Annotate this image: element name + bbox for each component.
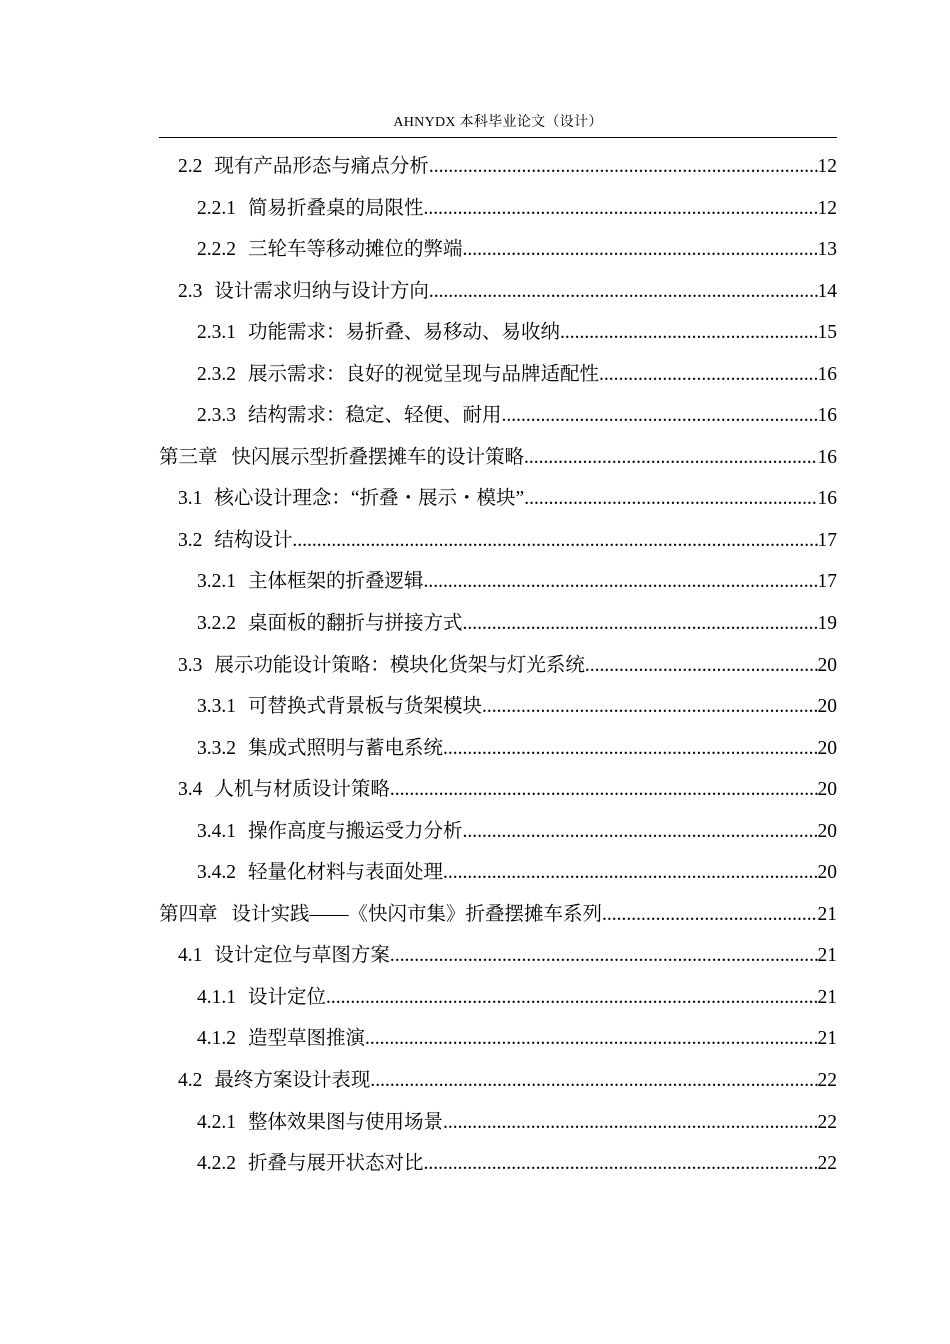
toc-entry-page-number: 14 bbox=[817, 280, 837, 302]
toc-entry[interactable] bbox=[159, 645, 837, 687]
toc-entry-page-number: 17 bbox=[817, 571, 837, 593]
toc-dot-leader bbox=[502, 395, 818, 437]
toc-entry[interactable] bbox=[159, 354, 837, 396]
toc-entry[interactable] bbox=[159, 977, 837, 1019]
toc-entry[interactable] bbox=[159, 437, 837, 479]
toc-dot-leader bbox=[424, 561, 818, 603]
toc-entry-number: 2.3.1 bbox=[197, 322, 236, 344]
toc-entry-title: 功能需求：易折叠、易移动、易收纳 bbox=[248, 322, 561, 344]
toc-entry-page-number: 22 bbox=[817, 1153, 837, 1175]
toc-entry-title: 设计定位与草图方案 bbox=[214, 945, 390, 967]
toc-entry-page-number: 15 bbox=[817, 322, 837, 344]
toc-entry[interactable] bbox=[159, 561, 837, 603]
toc-entry[interactable] bbox=[159, 728, 837, 770]
toc-entry-page-number: 17 bbox=[817, 529, 837, 551]
toc-entry[interactable] bbox=[159, 1102, 837, 1144]
toc-entry[interactable] bbox=[159, 395, 837, 437]
toc-entry-title: 核心设计理念：“折叠・展示・模块” bbox=[214, 488, 525, 510]
toc-entry-title: 集成式照明与蓄电系统 bbox=[248, 737, 444, 759]
toc-entry-title: 展示功能设计策略：模块化货架与灯光系统 bbox=[214, 654, 585, 676]
toc-entry-title: 造型草图推演 bbox=[248, 1028, 366, 1050]
toc-entry-page-number: 20 bbox=[817, 779, 837, 801]
toc-entry-title: 折叠与展开状态对比 bbox=[248, 1153, 424, 1175]
toc-entry-page-number: 20 bbox=[817, 654, 837, 676]
toc-entry-number: 3.1 bbox=[178, 488, 203, 510]
toc-entry-page-number: 22 bbox=[817, 1111, 837, 1133]
toc-entry[interactable] bbox=[159, 1018, 837, 1060]
toc-entry[interactable] bbox=[159, 478, 837, 520]
toc-entry-number: 4.2.2 bbox=[197, 1153, 236, 1175]
header-rule bbox=[159, 137, 837, 138]
toc-entry[interactable] bbox=[159, 188, 837, 230]
toc-entry-page-number: 20 bbox=[817, 737, 837, 759]
toc-entry-title: 主体框架的折叠逻辑 bbox=[248, 571, 424, 593]
toc-entry-page-number: 16 bbox=[817, 405, 837, 427]
toc-entry-page-number: 20 bbox=[817, 696, 837, 718]
toc-entry-number: 2.3.3 bbox=[197, 405, 236, 427]
toc-dot-leader bbox=[326, 977, 817, 1019]
toc-entry-page-number: 22 bbox=[817, 1070, 837, 1092]
table-of-contents bbox=[159, 146, 837, 1185]
toc-dot-leader bbox=[524, 437, 817, 479]
toc-entry[interactable] bbox=[159, 1143, 837, 1185]
toc-entry-title: 展示需求：良好的视觉呈现与品牌适配性 bbox=[248, 363, 600, 385]
toc-entry-number: 3.3 bbox=[178, 654, 203, 676]
toc-entry[interactable] bbox=[159, 603, 837, 645]
toc-dot-leader bbox=[602, 894, 817, 936]
toc-entry[interactable] bbox=[159, 852, 837, 894]
toc-entry-title: 简易折叠桌的局限性 bbox=[248, 197, 424, 219]
toc-entry-title: 结构需求：稳定、轻便、耐用 bbox=[248, 405, 502, 427]
toc-entry-title: 设计需求归纳与设计方向 bbox=[214, 280, 429, 302]
toc-entry-number: 3.2.2 bbox=[197, 613, 236, 635]
toc-entry-number: 4.2 bbox=[178, 1070, 203, 1092]
toc-entry[interactable] bbox=[159, 894, 837, 936]
toc-dot-leader bbox=[370, 1060, 817, 1102]
toc-entry-title: 快闪展示型折叠摆摊车的设计策略 bbox=[231, 446, 525, 468]
toc-entry-number: 3.4.2 bbox=[197, 862, 236, 884]
toc-dot-leader bbox=[390, 935, 818, 977]
toc-entry-page-number: 21 bbox=[817, 986, 837, 1008]
toc-entry[interactable] bbox=[159, 520, 837, 562]
toc-entry-number: 4.1 bbox=[178, 945, 203, 967]
toc-entry-title: 桌面板的翻折与拼接方式 bbox=[248, 613, 463, 635]
toc-entry-number: 3.3.1 bbox=[197, 696, 236, 718]
toc-entry-title: 整体效果图与使用场景 bbox=[248, 1111, 444, 1133]
toc-dot-leader bbox=[560, 312, 817, 354]
toc-entry-title: 人机与材质设计策略 bbox=[214, 779, 390, 801]
toc-entry-number: 第四章 bbox=[159, 903, 218, 925]
toc-entry-title: 操作高度与搬运受力分析 bbox=[248, 820, 463, 842]
toc-dot-leader bbox=[524, 478, 817, 520]
toc-entry-page-number: 16 bbox=[817, 446, 837, 468]
toc-entry-title: 最终方案设计表现 bbox=[214, 1070, 371, 1092]
toc-dot-leader bbox=[443, 1102, 817, 1144]
toc-dot-leader bbox=[429, 146, 818, 188]
toc-entry-number: 4.1.2 bbox=[197, 1028, 236, 1050]
toc-entry[interactable] bbox=[159, 935, 837, 977]
toc-entry[interactable] bbox=[159, 1060, 837, 1102]
toc-dot-leader bbox=[443, 728, 817, 770]
toc-dot-leader bbox=[429, 271, 818, 313]
toc-entry-title: 三轮车等移动摊位的弊端 bbox=[248, 239, 463, 261]
toc-entry-number: 3.2.1 bbox=[197, 571, 236, 593]
toc-dot-leader bbox=[463, 811, 818, 853]
toc-dot-leader bbox=[365, 1018, 817, 1060]
toc-entry[interactable] bbox=[159, 769, 837, 811]
toc-entry-number: 2.3 bbox=[178, 280, 203, 302]
toc-entry-number: 3.3.2 bbox=[197, 737, 236, 759]
toc-entry-number: 4.2.1 bbox=[197, 1111, 236, 1133]
toc-dot-leader bbox=[463, 229, 818, 271]
toc-entry-title: 结构设计 bbox=[214, 529, 293, 551]
toc-dot-leader bbox=[424, 1143, 818, 1185]
toc-entry-page-number: 12 bbox=[817, 197, 837, 219]
toc-entry-number: 3.4 bbox=[178, 779, 203, 801]
toc-entry[interactable] bbox=[159, 312, 837, 354]
toc-entry-page-number: 21 bbox=[817, 945, 837, 967]
toc-entry-number: 3.2 bbox=[178, 529, 203, 551]
toc-entry-title: 轻量化材料与表面处理 bbox=[248, 862, 444, 884]
toc-entry[interactable] bbox=[159, 146, 837, 188]
toc-entry[interactable] bbox=[159, 811, 837, 853]
toc-entry-number: 2.2 bbox=[178, 156, 203, 177]
toc-entry-page-number: 19 bbox=[817, 613, 837, 635]
toc-entry[interactable] bbox=[159, 686, 837, 728]
toc-entry-page-number: 12 bbox=[817, 156, 837, 177]
toc-entry-title: 设计定位 bbox=[248, 986, 327, 1008]
toc-entry-page-number: 13 bbox=[817, 239, 837, 261]
toc-entry[interactable] bbox=[159, 229, 837, 271]
toc-entry-title: 可替换式背景板与货架模块 bbox=[248, 696, 483, 718]
toc-dot-leader bbox=[585, 645, 818, 687]
toc-dot-leader bbox=[390, 769, 818, 811]
toc-entry-page-number: 16 bbox=[817, 363, 837, 385]
toc-entry-page-number: 21 bbox=[817, 1028, 837, 1050]
running-header: AHNYDX 本科毕业论文（设计） bbox=[393, 115, 603, 130]
toc-entry-title: 设计实践——《快闪市集》折叠摆摊车系列 bbox=[231, 903, 603, 925]
toc-entry-number: 2.2.1 bbox=[197, 197, 236, 219]
toc-entry-page-number: 16 bbox=[817, 488, 837, 510]
toc-entry-page-number: 21 bbox=[817, 903, 837, 925]
toc-dot-leader bbox=[599, 354, 817, 396]
toc-entry-number: 2.2.2 bbox=[197, 239, 236, 261]
toc-entry[interactable] bbox=[159, 271, 837, 313]
toc-dot-leader bbox=[443, 852, 817, 894]
toc-entry-page-number: 20 bbox=[817, 820, 837, 842]
toc-dot-leader bbox=[463, 603, 818, 645]
toc-dot-leader bbox=[482, 686, 817, 728]
toc-dot-leader bbox=[292, 520, 817, 562]
toc-entry-number: 第三章 bbox=[159, 446, 218, 468]
toc-entry-page-number: 20 bbox=[817, 862, 837, 884]
toc-entry-number: 3.4.1 bbox=[197, 820, 236, 842]
toc-dot-leader bbox=[424, 188, 818, 230]
toc-entry-number: 2.3.2 bbox=[197, 363, 236, 385]
toc-entry-number: 4.1.1 bbox=[197, 986, 236, 1008]
toc-entry-title: 现有产品形态与痛点分析 bbox=[214, 156, 429, 177]
